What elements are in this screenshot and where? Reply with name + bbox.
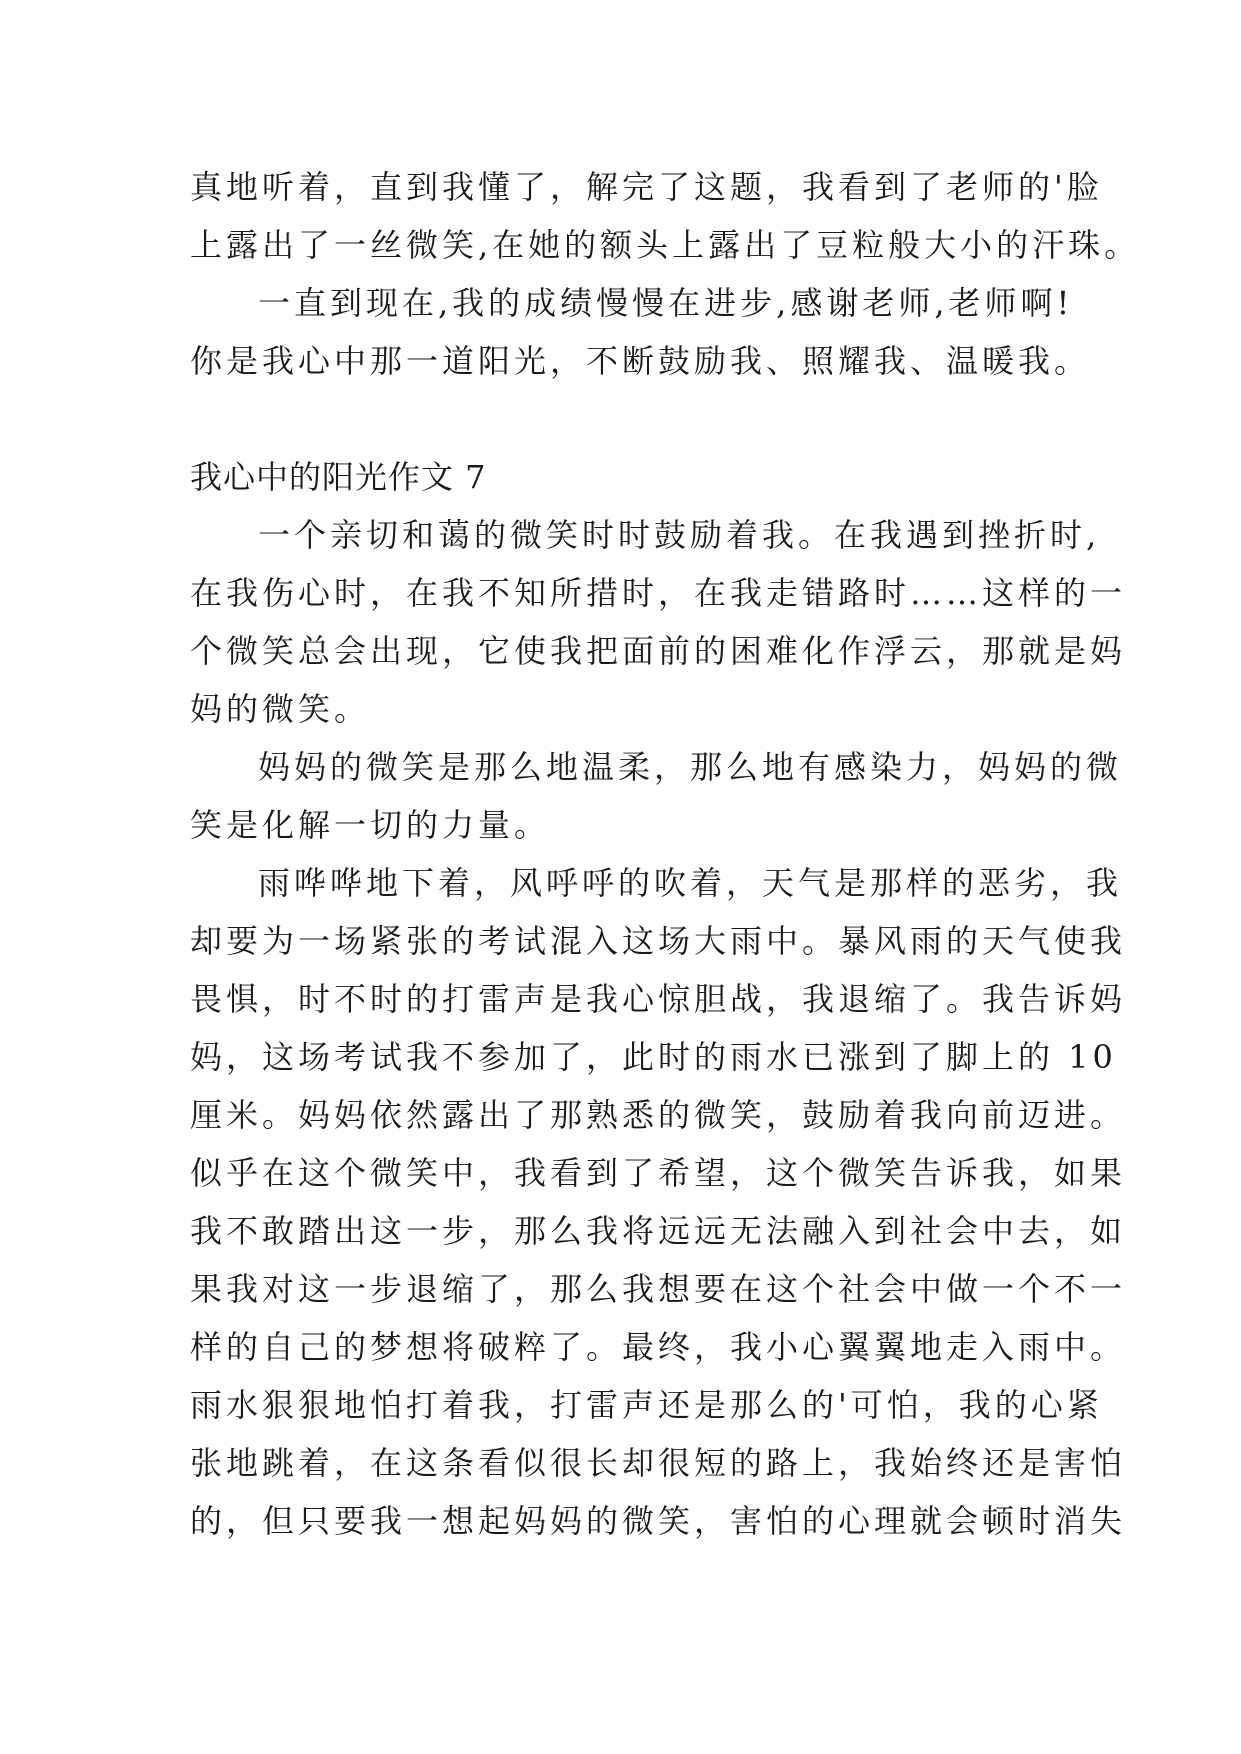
- paragraph-line: 妈，这场考试我不参加了，此时的雨水已涨到了脚上的 10: [190, 1038, 1117, 1076]
- paragraph-line: 一个亲切和蔼的微笑时时鼓励着我。在我遇到挫折时,: [258, 516, 1101, 554]
- paragraph-line: 真地听着，直到我懂了，解完了这题，我看到了老师的'脸: [190, 168, 1103, 206]
- paragraph-line: 张地跳着，在这条看似很长却很短的路上，我始终还是害怕: [190, 1444, 1127, 1482]
- paragraph-line: 我不敢踏出这一步，那么我将远远无法融入到社会中去，如: [190, 1212, 1127, 1250]
- paragraph-line: 厘米。妈妈依然露出了那熟悉的微笑，鼓励着我向前迈进。: [190, 1096, 1127, 1134]
- document-text: [190, 158, 1141, 1550]
- paragraph-line: 你是我心中那一道阳光，不断鼓励我、照耀我、温暖我。: [190, 342, 1091, 380]
- paragraph-line: 上露出了一丝微笑,在她的额头上露出了豆粒般大小的汗珠。: [190, 226, 1141, 264]
- paragraph-line: 笑是化解一切的力量。: [190, 806, 551, 844]
- paragraph-line: 的，但只要我一想起妈妈的微笑，害怕的心理就会顿时消失: [190, 1502, 1127, 1540]
- paragraph-line: 雨水狠狠地怕打着我，打雷声还是那么的'可怕，我的心紧: [190, 1386, 1103, 1424]
- paragraph-line: 样的自己的梦想将破粹了。最终，我小心翼翼地走入雨中。: [190, 1328, 1127, 1366]
- paragraph-line: 妈的微笑。: [190, 690, 371, 728]
- paragraph-line: 个微笑总会出现，它使我把面前的困难化作浮云，那就是妈: [190, 632, 1127, 670]
- paragraph-line: 雨哗哗地下着，风呼呼的吹着，天气是那样的恶劣，我: [258, 864, 1123, 902]
- paragraph-line: 果我对这一步退缩了，那么我想要在这个社会中做一个不一: [190, 1270, 1127, 1308]
- paragraph-line: 畏惧，时不时的打雷声是我心惊胆战，我退缩了。我告诉妈: [190, 980, 1127, 1018]
- paragraph-line: 一直到现在,我的成绩慢慢在进步,感谢老师,老师啊!: [258, 284, 1074, 322]
- section-heading: 我心中的阳光作文 7: [190, 458, 487, 496]
- paragraph-line: 似乎在这个微笑中，我看到了希望，这个微笑告诉我，如果: [190, 1154, 1127, 1192]
- paragraph-line: 妈妈的微笑是那么地温柔，那么地有感染力，妈妈的微: [258, 748, 1123, 786]
- paragraph-line: 却要为一场紧张的考试混入这场大雨中。暴风雨的天气使我: [190, 922, 1127, 960]
- paragraph-line: 在我伤心时，在我不知所措时，在我走错路时……这样的一: [190, 574, 1127, 612]
- section-gap: [190, 390, 1090, 448]
